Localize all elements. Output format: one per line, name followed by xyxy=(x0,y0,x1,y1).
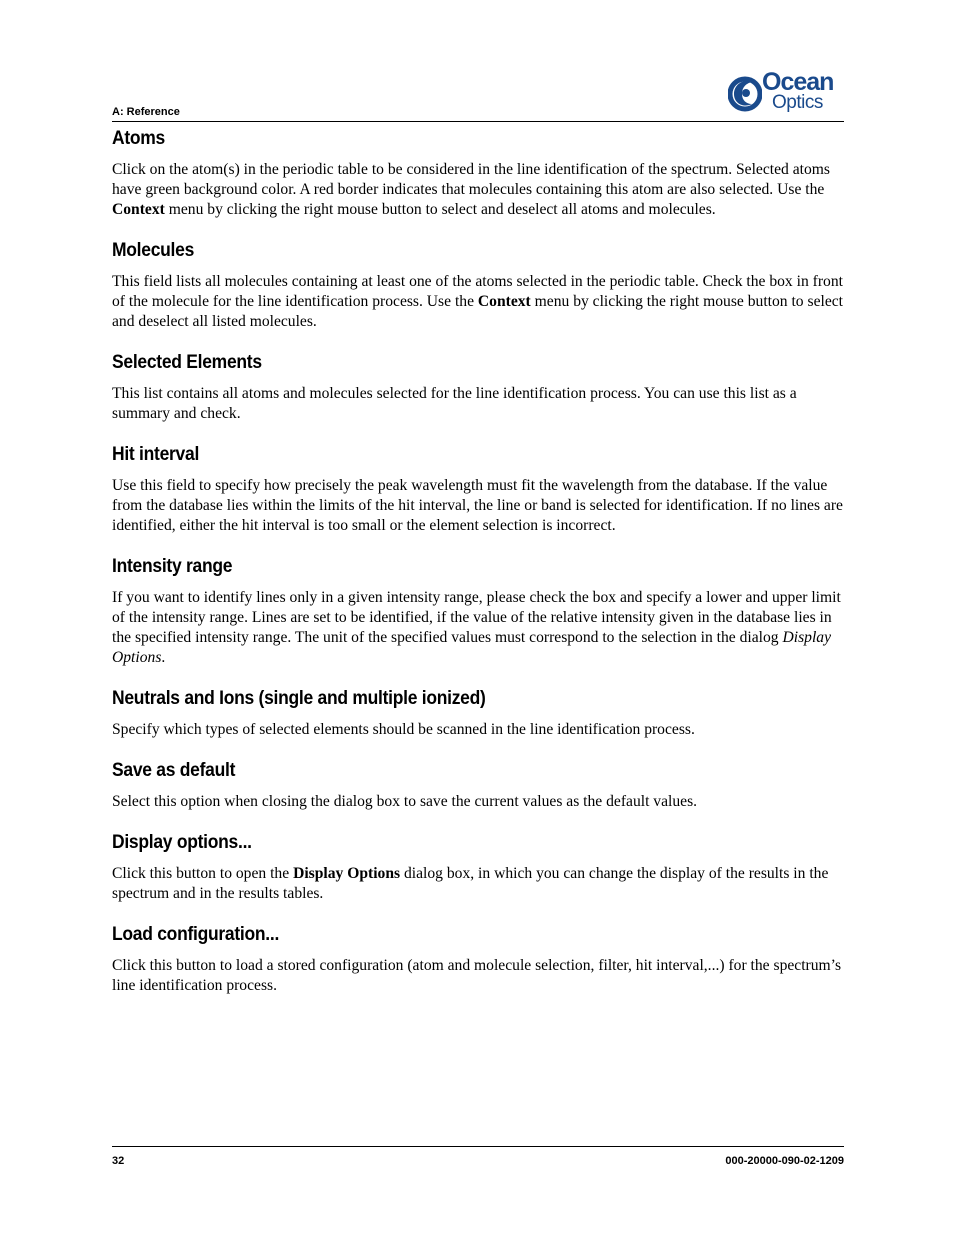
section-title: Save as default xyxy=(112,760,236,781)
bold-term: Display Options xyxy=(293,865,401,882)
logo-optics-text: Optics xyxy=(772,92,823,113)
section-body: This list contains all atoms and molecules selected for the line identification process. You can use this list as a summary and check. xyxy=(112,385,797,422)
section-intensity-range xyxy=(112,556,844,668)
header-section-label: A: Reference xyxy=(112,106,180,118)
logo-wordmark xyxy=(762,70,833,112)
section-title: Display options... xyxy=(112,832,252,853)
section-body: Select this option when closing the dialog box to save the current values as the default values. xyxy=(112,793,698,810)
section-body: Click this button to load a stored configuration (atom and molecule selection, filter, hit interval,...) for the spectrum’s line identification process. xyxy=(112,957,842,994)
section-hit-interval xyxy=(112,444,844,536)
section-load-configuration xyxy=(112,924,844,996)
section-title: Neutrals and Ions (single and multiple ionized) xyxy=(112,688,486,709)
page-header xyxy=(112,66,844,122)
section-body: Specify which types of selected elements should be scanned in the line identification process. xyxy=(112,721,695,738)
section-body: Click on the atom(s) in the periodic table to be considered in the line identification of the spectrum. Selected atoms have green background color. A red border indicates that molecules containing this atom are also selected. Use the Context menu by clicking the right mouse button to select and deselect all atoms and molecules. xyxy=(112,161,830,218)
section-display-options xyxy=(112,832,844,904)
section-body: If you want to identify lines only in a given intensity range, please check the box and specify a lower and upper limit of the intensity range. Lines are set to be identified, if the value of the relative intensity given in the database lies in the specified intensity range. The unit of the specified values must correspond to the selection in the dialog Display Options. xyxy=(112,589,841,666)
logo-ocean-text: Ocean xyxy=(762,68,834,96)
section-selected-elements xyxy=(112,352,844,424)
section-title: Load configuration... xyxy=(112,924,280,945)
page-content xyxy=(112,128,844,1016)
section-title: Hit interval xyxy=(112,444,200,465)
section-save-as-default xyxy=(112,760,844,812)
document-number: 000-20000-090-02-1209 xyxy=(725,1155,844,1167)
section-title: Molecules xyxy=(112,240,195,261)
bold-term: Context xyxy=(112,201,165,218)
section-title: Selected Elements xyxy=(112,352,262,373)
page-footer xyxy=(112,1146,844,1167)
section-title: Atoms xyxy=(112,128,166,149)
ocean-optics-logo xyxy=(728,70,844,114)
section-molecules xyxy=(112,240,844,332)
section-body: This field lists all molecules containing at least one of the atoms selected in the periodic table. Check the box in front of the molecule for the line identification process. Use the Context menu by clicking the right mouse button to select and deselect all listed molecules. xyxy=(112,273,843,330)
section-body: Use this field to specify how precisely the peak wavelength must fit the wavelength from the database. If the value from the database lies within the limits of the hit interval, the line or band is selected for identification. If no lines are identified, either the hit interval is too small or the element selection is incorrect. xyxy=(112,477,843,534)
wave-logo-icon xyxy=(728,70,762,114)
section-atoms xyxy=(112,128,844,220)
bold-term: Context xyxy=(477,293,531,310)
italic-term: Display Options xyxy=(112,629,832,666)
section-neutrals-and-ions xyxy=(112,688,844,740)
page-number: 32 xyxy=(112,1155,125,1167)
section-title: Intensity range xyxy=(112,556,233,577)
section-body: Click this button to open the Display Options dialog box, in which you can change the display of the results in the spectrum and in the results tables. xyxy=(112,865,829,902)
